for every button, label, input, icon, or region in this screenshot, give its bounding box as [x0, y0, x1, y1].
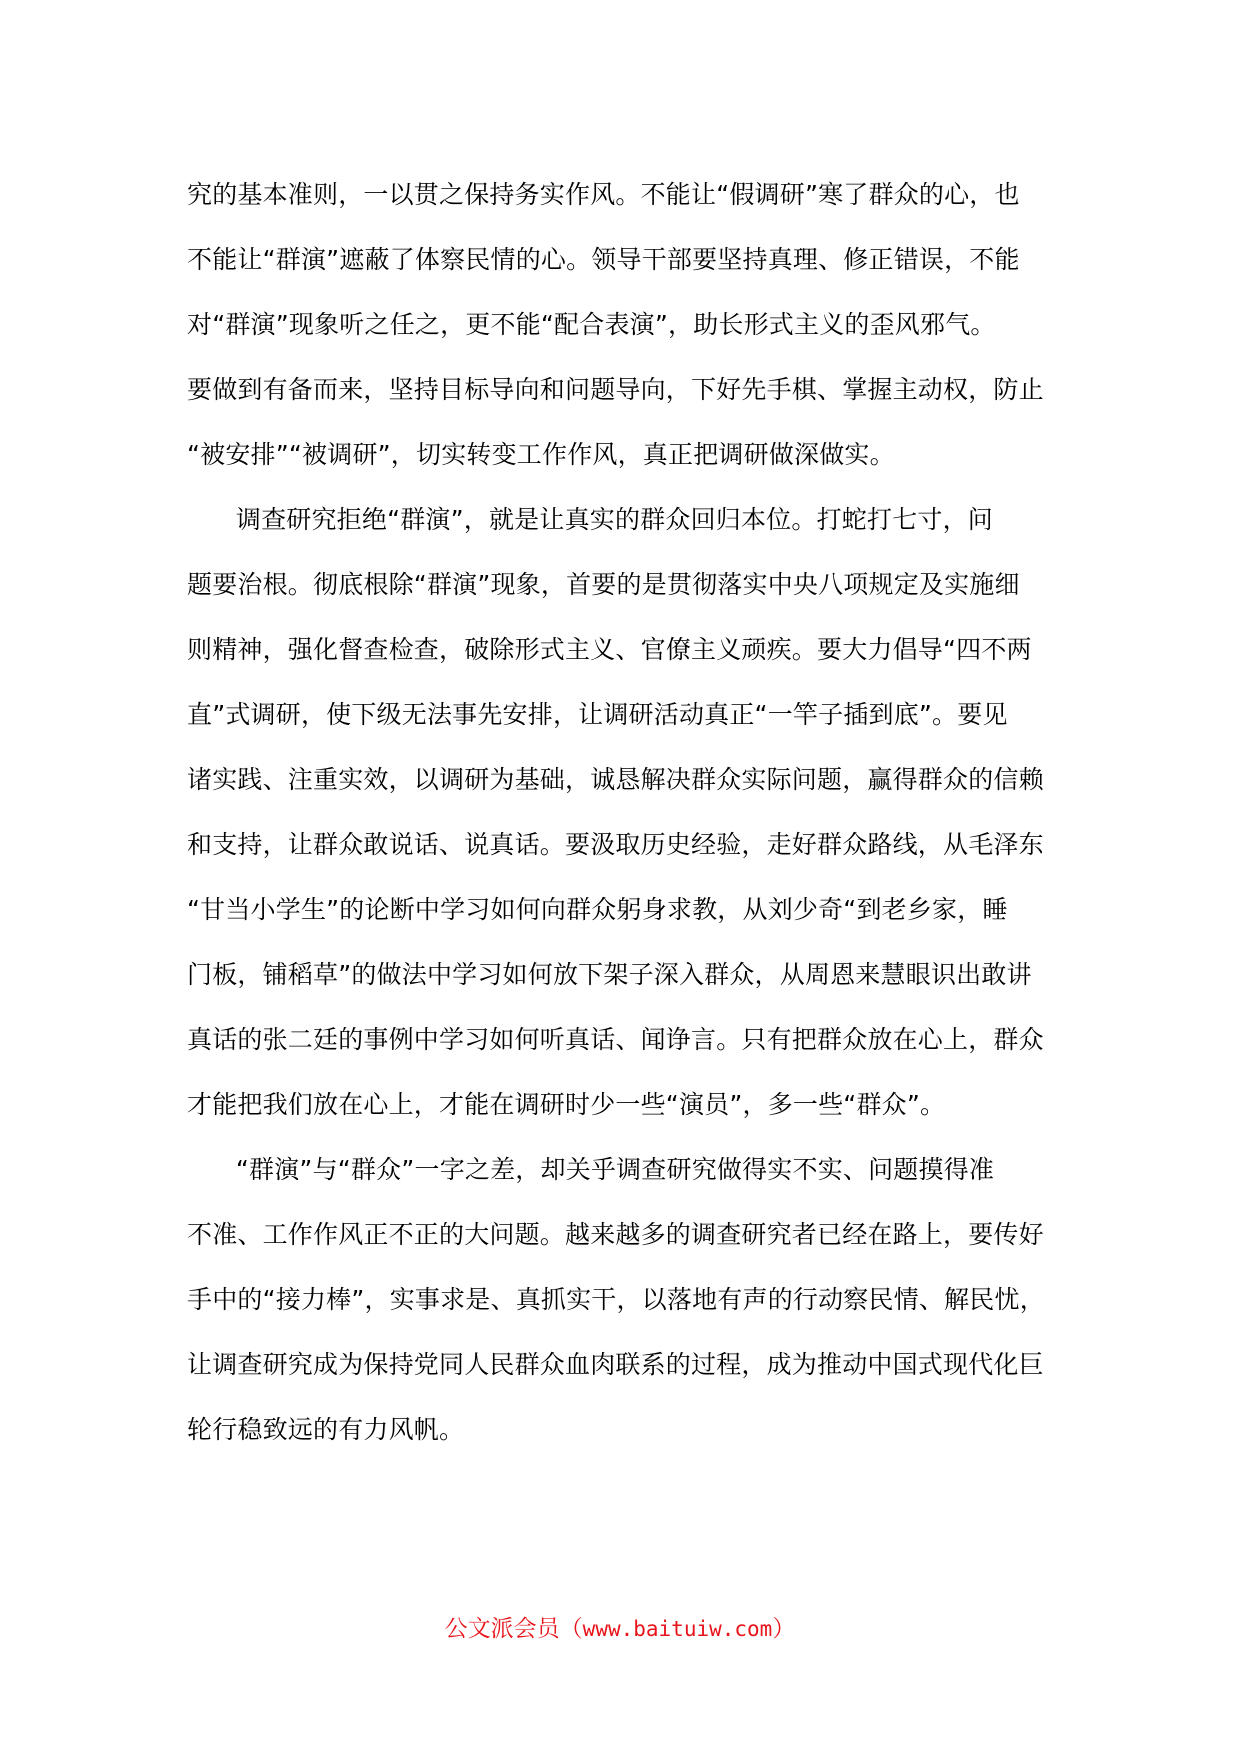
text-line: 诸实践、注重实效，以调研为基础，诚恳解决群众实际问题，赢得群众的信赖	[187, 765, 1044, 794]
text-line: 题要治根。彻底根除“群演”现象，首要的是贯彻落实中央八项规定及实施细	[187, 570, 1020, 599]
text-line: “甘当小学生”的论断中学习如何向群众躬身求教，从刘少奇“到老乡家，睡	[187, 895, 1008, 924]
footer-watermark	[0, 1613, 1240, 1645]
text-line: “被安排”“被调研”，切实转变工作作风，真正把调研做深做实。	[187, 440, 895, 469]
footer-label: 公文派会员（	[444, 1616, 583, 1642]
text-line: 对“群演”现象听之任之，更不能“配合表演”，助长形式主义的歪风邪气。	[187, 310, 996, 339]
text-line: “群演”与“群众”一字之差，却关乎调查研究做得实不实、问题摸得准	[187, 1155, 995, 1184]
text-line: 让调查研究成为保持党同人民群众血肉联系的过程，成为推动中国式现代化巨	[187, 1350, 1044, 1379]
text-line: 调查研究拒绝“群演”，就是让真实的群众回归本位。打蛇打七寸，问	[187, 505, 993, 534]
text-line: 轮行稳致远的有力风帆。	[187, 1415, 465, 1444]
text-line: 真话的张二廷的事例中学习如何听真话、闻诤言。只有把群众放在心上，群众	[187, 1025, 1044, 1054]
text-line: 门板，铺稻草”的做法中学习如何放下架子深入群众，从周恩来慧眼识出敢讲	[187, 960, 1032, 989]
text-line: 要做到有备而来，坚持目标导向和问题导向，下好先手棋、掌握主动权，防止	[187, 375, 1044, 404]
text-line: 不能让“群演”遮蔽了体察民情的心。领导干部要坚持真理、修正错误，不能	[187, 245, 1020, 274]
text-line: 才能把我们放在心上，才能在调研时少一些“演员”，多一些“群众”。	[187, 1090, 946, 1119]
text-line: 和支持，让群众敢说话、说真话。要汲取历史经验，走好群众路线，从毛泽东	[187, 830, 1044, 859]
text-line: 直”式调研，使下级无法事先安排，让调研活动真正“一竿子插到底”。要见	[187, 700, 1008, 729]
footer-url-link[interactable]: www.baituiw.com	[582, 1617, 773, 1641]
text-line: 则精神，强化督查检查，破除形式主义、官僚主义顽疾。要大力倡导“四不两	[187, 635, 1032, 664]
document-body	[187, 162, 1057, 1462]
text-line: 究的基本准则，一以贯之保持务实作风。不能让“假调研”寒了群众的心，也	[187, 180, 1020, 209]
footer-close: ）	[772, 1616, 796, 1642]
text-line: 手中的“接力棒”，实事求是、真抓实干，以落地有声的行动察民情、解民忧，	[187, 1285, 1045, 1314]
text-line: 不准、工作作风正不正的大问题。越来越多的调查研究者已经在路上，要传好	[187, 1220, 1044, 1249]
